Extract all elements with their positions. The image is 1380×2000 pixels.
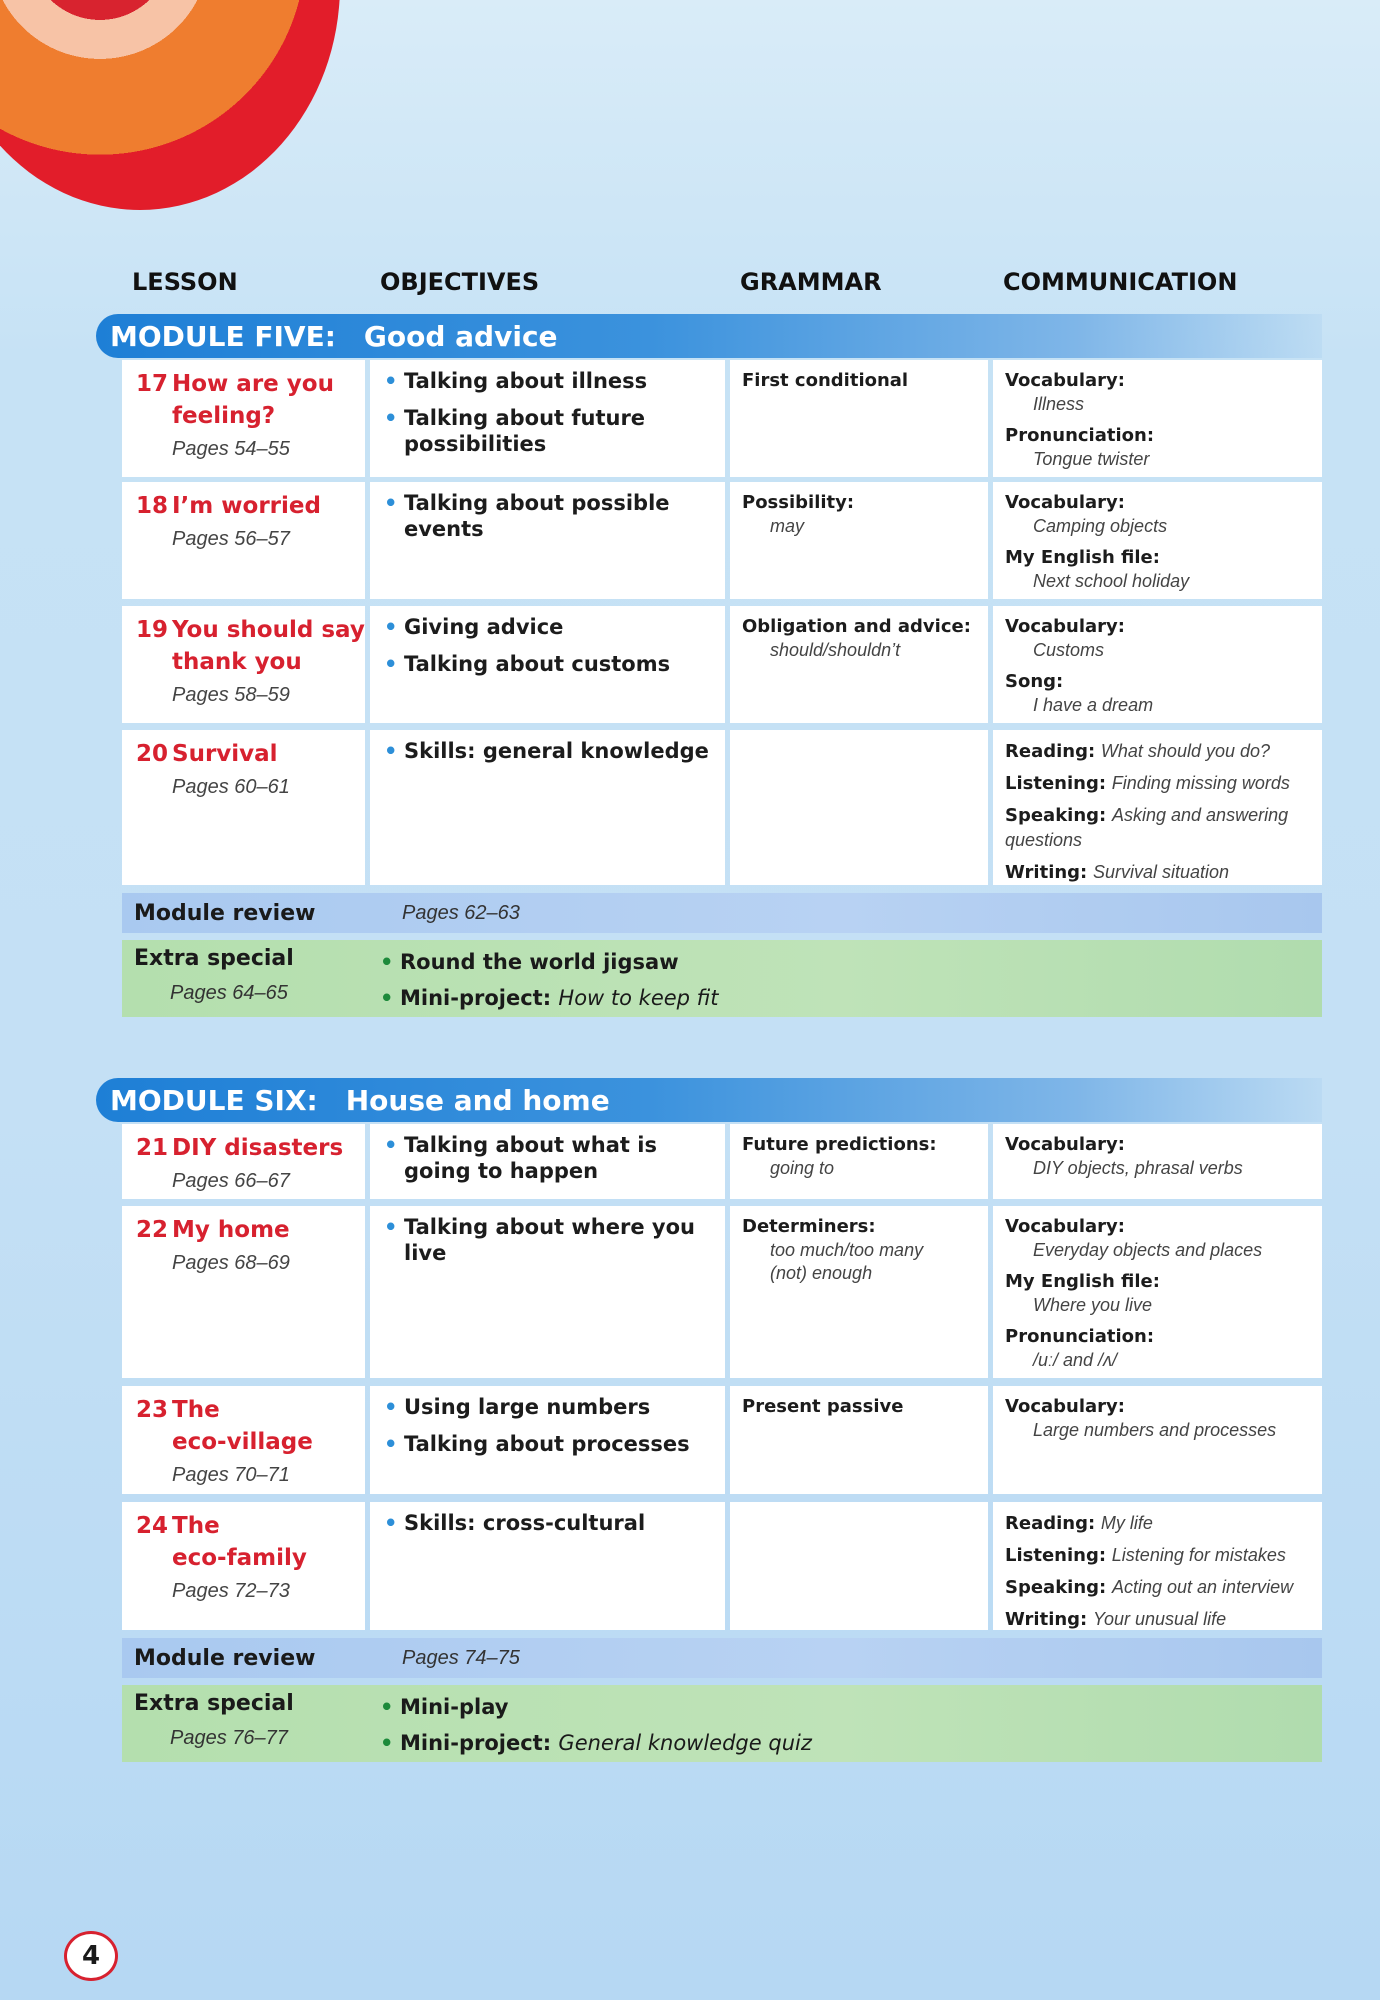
grammar-detail: going to — [770, 1158, 835, 1178]
review-pages: Pages 62–63 — [402, 902, 520, 924]
lesson-18-grammar — [730, 482, 988, 599]
lesson-21-objectives — [370, 1124, 725, 1199]
objective-item: • Talking about future possibilities — [384, 405, 715, 457]
objective-item: • Talking about customs — [384, 651, 715, 677]
skill-detail: Your unusual life — [1093, 1609, 1227, 1629]
objective-item: • Skills: general knowledge — [384, 738, 715, 764]
extra-label: Extra special — [134, 1691, 294, 1716]
lesson-number: 23 — [136, 1397, 169, 1423]
module-review-row — [122, 893, 1322, 933]
lesson-21-grammar — [730, 1124, 988, 1199]
lesson-24-objectives — [370, 1502, 725, 1630]
skill-detail: Asking and answering questions — [1005, 805, 1289, 850]
extra-label: Extra special — [134, 946, 294, 971]
comm-detail: Tongue twister — [1033, 449, 1150, 469]
objective-item: • Skills: cross-cultural — [384, 1510, 715, 1536]
lesson-17-grammar — [730, 360, 988, 477]
comm-label: Pronunciation: — [1005, 425, 1155, 446]
comm-detail: /uː/ and /ʌ/ — [1033, 1350, 1118, 1370]
comm-label: Pronunciation: — [1005, 1326, 1155, 1347]
lesson-17-objectives — [370, 360, 725, 477]
extra-special-row — [122, 940, 1322, 1017]
extra-item: • Mini-project: How to keep fit — [380, 980, 718, 1016]
skill-detail: Listening for mistakes — [1111, 1545, 1286, 1565]
lesson-19-grammar — [730, 606, 988, 723]
grammar-label: Obligation and advice: — [742, 616, 971, 637]
lesson-title: The eco-village — [172, 1397, 313, 1455]
extra-item: • Round the world jigsaw — [380, 944, 718, 980]
comm-label: Vocabulary: — [1005, 370, 1125, 391]
lesson-number: 17 — [136, 371, 169, 397]
module-label: MODULE FIVE: — [110, 319, 336, 353]
comm-detail: I have a dream — [1033, 695, 1154, 715]
lesson-title: Survival — [172, 741, 278, 767]
lesson-number: 18 — [136, 493, 169, 519]
objective-item: • Talking about where you live — [384, 1214, 715, 1266]
extra-special-row — [122, 1685, 1322, 1762]
column-header-lesson: LESSON — [132, 268, 238, 296]
comm-label: My English file: — [1005, 1271, 1160, 1292]
lesson-title: I’m worried — [172, 493, 321, 519]
comm-label: Vocabulary: — [1005, 492, 1125, 513]
comm-detail: Camping objects — [1033, 516, 1168, 536]
comm-label: Vocabulary: — [1005, 1396, 1125, 1417]
objective-item: • Talking about processes — [384, 1431, 715, 1457]
lesson-19-objectives — [370, 606, 725, 723]
objective-item: • Talking about illness — [384, 368, 715, 394]
module-title: House and home — [345, 1083, 610, 1117]
lesson-pages: Pages 72–73 — [172, 1580, 290, 1602]
lesson-pages: Pages 68–69 — [172, 1252, 290, 1274]
lesson-pages: Pages 54–55 — [172, 438, 290, 460]
comm-detail: DIY objects, phrasal verbs — [1033, 1158, 1243, 1178]
decorative-circle-graphic — [0, 0, 340, 210]
comm-label: Vocabulary: — [1005, 1216, 1125, 1237]
lesson-24-communication — [993, 1502, 1322, 1630]
skill-detail: Survival situation — [1093, 862, 1230, 882]
extra-pages: Pages 76–77 — [170, 1727, 288, 1749]
lesson-22-cell — [122, 1206, 365, 1378]
lesson-20-objectives — [370, 730, 725, 885]
module-six-header — [96, 1078, 1322, 1122]
lesson-21-cell — [122, 1124, 365, 1199]
lesson-number: 20 — [136, 741, 169, 767]
objective-item: • Talking about what is going to happen — [384, 1132, 715, 1184]
page-number: 4 — [64, 1931, 118, 1981]
skill-detail: Acting out an interview — [1111, 1577, 1294, 1597]
skill-label: Reading: — [1005, 741, 1096, 762]
lesson-21-communication — [993, 1124, 1322, 1199]
lesson-22-communication — [993, 1206, 1322, 1378]
lesson-19-cell — [122, 606, 365, 723]
extra-item: • Mini-play — [380, 1689, 812, 1725]
lesson-pages: Pages 70–71 — [172, 1464, 290, 1486]
skill-label: Reading: — [1005, 1513, 1096, 1534]
module-review-row — [122, 1638, 1322, 1678]
review-label: Module review — [134, 1646, 316, 1671]
column-header-grammar: GRAMMAR — [740, 268, 882, 296]
module-label: MODULE SIX: — [110, 1083, 318, 1117]
skill-label: Speaking: — [1005, 1577, 1107, 1598]
comm-detail: Next school holiday — [1033, 571, 1190, 591]
lesson-22-grammar — [730, 1206, 988, 1378]
grammar-label: Present passive — [742, 1396, 904, 1417]
lesson-pages: Pages 66–67 — [172, 1170, 290, 1192]
skill-detail: What should you do? — [1100, 741, 1271, 761]
lesson-23-grammar — [730, 1386, 988, 1494]
extra-pages: Pages 64–65 — [170, 982, 288, 1004]
lesson-pages: Pages 58–59 — [172, 684, 290, 706]
lesson-title: The eco-family — [172, 1513, 307, 1571]
lesson-title: You should say thank you — [172, 617, 365, 675]
grammar-detail: should/shouldn’t — [770, 640, 901, 660]
lesson-number: 21 — [136, 1135, 169, 1161]
lesson-18-objectives — [370, 482, 725, 599]
objective-item: • Using large numbers — [384, 1394, 715, 1420]
comm-detail: Everyday objects and places — [1033, 1240, 1263, 1260]
module-title: Good advice — [363, 319, 558, 353]
skill-label: Writing: — [1005, 862, 1088, 883]
objective-item: • Talking about possible events — [384, 490, 715, 542]
column-header-objectives: OBJECTIVES — [380, 268, 540, 296]
comm-detail: Where you live — [1033, 1295, 1153, 1315]
skill-label: Listening: — [1005, 773, 1107, 794]
module-five-header — [96, 314, 1322, 358]
grammar-label: Future predictions: — [742, 1134, 937, 1155]
skill-detail: Finding missing words — [1111, 773, 1290, 793]
skill-label: Writing: — [1005, 1609, 1088, 1630]
comm-label: Song: — [1005, 671, 1064, 692]
lesson-title: How are you feeling? — [172, 371, 334, 429]
lesson-22-objectives — [370, 1206, 725, 1378]
lesson-17-cell — [122, 360, 365, 477]
lesson-number: 19 — [136, 617, 169, 643]
lesson-20-grammar — [730, 730, 988, 885]
review-pages: Pages 74–75 — [402, 1647, 520, 1669]
lesson-19-communication — [993, 606, 1322, 723]
column-header-communication: COMMUNICATION — [1003, 268, 1238, 296]
lesson-title: My home — [172, 1217, 290, 1243]
lesson-18-cell — [122, 482, 365, 599]
lesson-24-grammar — [730, 1502, 988, 1630]
comm-label: Vocabulary: — [1005, 1134, 1125, 1155]
lesson-20-communication — [993, 730, 1322, 885]
lesson-title: DIY disasters — [172, 1135, 344, 1161]
comm-label: My English file: — [1005, 547, 1160, 568]
lesson-20-cell — [122, 730, 365, 885]
lesson-17-communication — [993, 360, 1322, 477]
skill-label: Speaking: — [1005, 805, 1107, 826]
grammar-detail: too much/too many (not) enough — [770, 1240, 924, 1283]
objective-item: • Giving advice — [384, 614, 715, 640]
lesson-18-communication — [993, 482, 1322, 599]
extra-item: • Mini-project: General knowledge quiz — [380, 1725, 812, 1761]
lesson-number: 22 — [136, 1217, 169, 1243]
lesson-24-cell — [122, 1502, 365, 1630]
review-label: Module review — [134, 901, 316, 926]
lesson-number: 24 — [136, 1513, 169, 1539]
lesson-23-objectives — [370, 1386, 725, 1494]
comm-detail: Large numbers and processes — [1033, 1420, 1277, 1440]
grammar-detail: may — [770, 516, 805, 536]
skill-detail: My life — [1100, 1513, 1153, 1533]
comm-detail: Customs — [1033, 640, 1105, 660]
grammar-label: First conditional — [742, 370, 909, 391]
comm-detail: Illness — [1033, 394, 1085, 414]
lesson-pages: Pages 56–57 — [172, 528, 290, 550]
skill-label: Listening: — [1005, 1545, 1107, 1566]
comm-label: Vocabulary: — [1005, 616, 1125, 637]
grammar-label: Determiners: — [742, 1216, 876, 1237]
grammar-label: Possibility: — [742, 492, 855, 513]
lesson-23-cell — [122, 1386, 365, 1494]
lesson-pages: Pages 60–61 — [172, 776, 290, 798]
lesson-23-communication — [993, 1386, 1322, 1494]
